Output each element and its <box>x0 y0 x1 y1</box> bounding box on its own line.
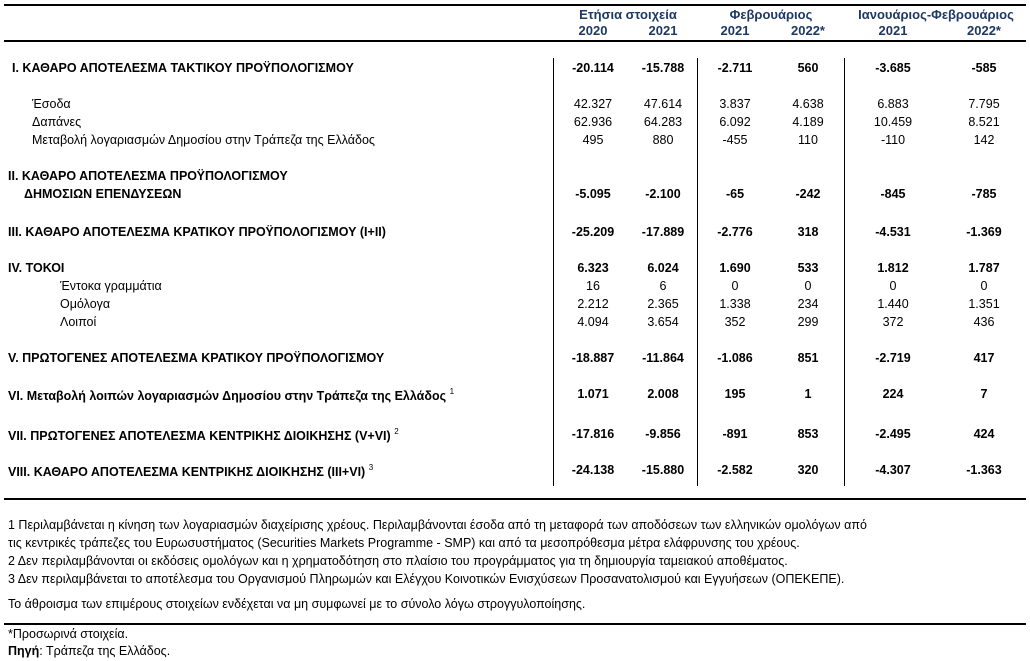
value-cell: -17.816 <box>571 427 615 441</box>
value-cell: 2.008 <box>647 387 679 401</box>
value-cell: -3.685 <box>875 61 911 75</box>
table-row <box>0 427 1030 443</box>
value-cell: 10.459 <box>873 115 913 129</box>
value-cell: 7.795 <box>968 97 1000 111</box>
value-cell: -25.209 <box>571 225 615 239</box>
value-cell: 7 <box>980 387 988 401</box>
header-year: 2021 <box>878 23 908 38</box>
value-cell: 6.883 <box>877 97 909 111</box>
header-group-february: Φεβρουάριος <box>729 7 813 22</box>
header-year: 2020 <box>578 23 608 38</box>
row-label-text: III. ΚΑΘΑΡΟ ΑΠΟΤΕΛΕΣΜΑ ΚΡΑΤΙΚΟΥ ΠΡΟΫΠΟΛΟΓΙΣΜΟΥ (I+II) <box>8 225 386 239</box>
row-label-text: Λοιποί <box>60 315 97 329</box>
value-cell: 1.338 <box>719 297 751 311</box>
table-row <box>0 351 1030 367</box>
table-row <box>0 387 1030 403</box>
row-label <box>8 225 386 239</box>
value-cell: 16 <box>586 279 600 293</box>
value-cell: 436 <box>973 315 995 329</box>
table-row <box>0 261 1030 277</box>
value-cell: -585 <box>971 61 997 75</box>
table-row <box>0 97 1030 113</box>
value-cell: -1.086 <box>717 351 753 365</box>
value-cell: -11.864 <box>642 351 684 365</box>
value-cell: -2.495 <box>875 427 911 441</box>
notes-bottom-rule <box>4 623 1026 625</box>
value-cell: 0 <box>889 279 897 293</box>
table-row <box>0 61 1030 77</box>
value-cell: -785 <box>971 187 997 201</box>
value-cell: 4.189 <box>792 115 824 129</box>
value-cell: -1.369 <box>966 225 1002 239</box>
value-cell: 6.024 <box>647 261 679 275</box>
table-row <box>0 279 1030 295</box>
row-label-text: VII. ΠΡΩΤΟΓΕΝΕΣ ΑΠΟΤΕΛΕΣΜΑ ΚΕΝΤΡΙΚΗΣ ΔΙΟΙΚΗΣΗΣ (V+VI) <box>8 429 391 443</box>
value-cell: -65 <box>725 187 745 201</box>
header-group-jan-feb: Ιανουάριος-Φεβρουάριος <box>858 7 1014 22</box>
value-cell: -2.582 <box>717 463 753 477</box>
value-cell: 1.690 <box>719 261 751 275</box>
value-cell: 6.323 <box>577 261 609 275</box>
row-label-text: Ομόλογα <box>60 297 111 311</box>
row-label-continued: ΔΗΜΟΣΙΩΝ ΕΠΕΝΔΥΣΕΩΝ <box>24 187 182 201</box>
value-cell: 495 <box>582 133 604 147</box>
value-cell: -845 <box>880 187 906 201</box>
rounding-note: Το άθροισμα των επιμέρους στοιχείων ενδέχεται να μη συμφωνεί με το σύνολο λόγω στρογγυλοποίησης. <box>8 597 586 611</box>
value-cell: 6 <box>659 279 667 293</box>
row-label <box>32 97 71 111</box>
value-cell: 0 <box>731 279 739 293</box>
value-cell: -4.531 <box>875 225 911 239</box>
value-cell: 0 <box>804 279 812 293</box>
row-label <box>32 133 375 147</box>
value-cell: 880 <box>652 133 674 147</box>
source-text: : Τράπεζα της Ελλάδος. <box>39 644 171 658</box>
value-cell: 851 <box>797 351 819 365</box>
value-cell: 6.092 <box>719 115 751 129</box>
value-cell: -15.880 <box>641 463 685 477</box>
row-label-text: Έντοκα γραμμάτια <box>60 279 162 293</box>
header-year: 2021 <box>648 23 678 38</box>
footnote: 2 Δεν περιλαμβάνονται οι εκδόσεις ομολόγων και η χρηματοδότηση στο πλαίσιο του προγράμματος για τη δημιουργία ταμειακού αποθέματος. <box>8 554 788 568</box>
value-cell: 0 <box>980 279 988 293</box>
value-cell: 299 <box>797 315 819 329</box>
value-cell: 1.351 <box>968 297 1000 311</box>
table-row <box>0 315 1030 331</box>
row-label <box>12 61 354 75</box>
row-label-text: Μεταβολή λογαριασμών Δημοσίου στην Τράπεζα της Ελλάδος <box>32 133 375 147</box>
value-cell: 560 <box>797 61 819 75</box>
row-label-text: Δαπάνες <box>32 115 82 129</box>
source-label: Πηγή <box>8 644 40 658</box>
value-cell: -242 <box>795 187 821 201</box>
row-label <box>32 115 81 129</box>
value-cell: 1.812 <box>877 261 909 275</box>
value-cell: 853 <box>797 427 819 441</box>
value-cell: 62.936 <box>573 115 613 129</box>
value-cell: -2.776 <box>717 225 753 239</box>
table-row <box>0 133 1030 149</box>
value-cell: 424 <box>973 427 995 441</box>
value-cell: 110 <box>798 133 818 147</box>
row-label <box>8 463 373 479</box>
value-cell: -4.307 <box>875 463 911 477</box>
value-cell: 142 <box>973 133 995 147</box>
row-label-text: V. ΠΡΩΤΟΓΕΝΕΣ ΑΠΟΤΕΛΕΣΜΑ ΚΡΑΤΙΚΟΥ ΠΡΟΫΠΟΛΟΓΙΣΜΟΥ <box>8 351 385 365</box>
footnote-marker: 3 <box>368 463 374 472</box>
table-row <box>0 115 1030 131</box>
row-label-text: VIII. ΚΑΘΑΡΟ ΑΠΟΤΕΛΕΣΜΑ ΚΕΝΤΡΙΚΗΣ ΔΙΟΙΚΗΣΗΣ (III+VI) <box>8 465 366 479</box>
value-cell: 1 <box>804 387 812 401</box>
value-cell: 224 <box>882 387 904 401</box>
value-cell: -17.889 <box>641 225 685 239</box>
row-label <box>60 315 96 329</box>
header-year: 2022* <box>967 23 1001 38</box>
value-cell: -110 <box>880 133 906 147</box>
row-label <box>8 387 454 403</box>
value-cell: -2.100 <box>645 187 681 201</box>
value-cell: 3.654 <box>647 315 679 329</box>
footnote-marker: 1 <box>449 387 455 396</box>
value-cell: 1.440 <box>877 297 909 311</box>
row-label: II. ΚΑΘΑΡΟ ΑΠΟΤΕΛΕΣΜΑ ΠΡΟΫΠΟΛΟΓΙΣΜΟΥ <box>8 169 288 183</box>
value-cell: 1.787 <box>968 261 1000 275</box>
header-year: 2022* <box>791 23 825 38</box>
value-cell: 234 <box>797 297 819 311</box>
value-cell: -15.788 <box>641 61 685 75</box>
source-note <box>8 644 170 658</box>
value-cell: 417 <box>973 351 995 365</box>
row-label <box>8 427 399 443</box>
top-rule <box>4 4 1026 6</box>
provisional-note: *Προσωρινά στοιχεία. <box>8 627 129 641</box>
row-label <box>60 297 110 311</box>
value-cell: -20.114 <box>572 61 614 75</box>
value-cell: -2.711 <box>717 61 753 75</box>
value-cell: 4.094 <box>577 315 609 329</box>
table-row <box>0 225 1030 241</box>
row-label-text: Έσοδα <box>32 97 71 111</box>
value-cell: -5.095 <box>575 187 611 201</box>
value-cell: 8.521 <box>968 115 1000 129</box>
value-cell: -9.856 <box>645 427 681 441</box>
value-cell: 2.365 <box>647 297 679 311</box>
value-cell: 372 <box>882 315 904 329</box>
value-cell: 533 <box>797 261 819 275</box>
value-cell: -2.719 <box>875 351 911 365</box>
row-label-text: IV. ΤΟΚΟΙ <box>8 261 65 275</box>
row-label-text: VI. Μεταβολή λοιπών λογαριασμών Δημοσίου στην Τράπεζα της Ελλάδος <box>8 389 447 403</box>
value-cell: 195 <box>724 387 746 401</box>
value-cell: 1.071 <box>577 387 609 401</box>
value-cell: 4.638 <box>792 97 824 111</box>
table-row <box>0 169 1030 203</box>
value-cell: 47.614 <box>643 97 683 111</box>
value-cell: 2.212 <box>577 297 609 311</box>
table-row <box>0 297 1030 313</box>
header-year: 2021 <box>720 23 750 38</box>
row-label <box>8 261 64 275</box>
header-rule <box>4 40 1026 42</box>
value-cell: 320 <box>797 463 819 477</box>
footnote: τις κεντρικές τράπεζες του Ευρωσυστήματος (Securities Markets Programme - SMP) και από τα μεσοπρόθεσμα μέτρα ελάφρυνσης του χρέους. <box>8 536 800 550</box>
footnote: 3 Δεν περιλαμβάνεται το αποτέλεσμα του Οργανισμού Πληρωμών και Ελέγχου Κοινοτικών Ενισχύσεων Προσανατολισμού και Εγγυήσεων (ΟΠΕΚΕΠΕ). <box>8 572 845 586</box>
value-cell: 64.283 <box>643 115 683 129</box>
header-group-annual: Ετήσια στοιχεία <box>579 7 677 22</box>
row-label <box>60 279 162 293</box>
value-cell: 352 <box>724 315 746 329</box>
table-bottom-rule <box>4 498 1026 500</box>
value-cell: -891 <box>722 427 748 441</box>
value-cell: -18.887 <box>571 351 615 365</box>
value-cell: -455 <box>722 133 748 147</box>
value-cell: -1.363 <box>966 463 1002 477</box>
value-cell: 42.327 <box>573 97 613 111</box>
value-cell: 318 <box>797 225 819 239</box>
table-row <box>0 463 1030 479</box>
value-cell: -24.138 <box>571 463 615 477</box>
row-label-text: I. ΚΑΘΑΡΟ ΑΠΟΤΕΛΕΣΜΑ ΤΑΚΤΙΚΟΥ ΠΡΟΫΠΟΛΟΓΙΣΜΟΥ <box>12 61 354 75</box>
footnote: 1 Περιλαμβάνεται η κίνηση των λογαριασμών διαχείρισης χρέους. Περιλαμβάνονται έσοδα από τη μεταφορά των αποδόσεων των ελληνικών ομολόγων από <box>8 518 867 532</box>
value-cell: 3.837 <box>719 97 751 111</box>
footnote-marker: 2 <box>394 427 399 436</box>
row-label <box>8 351 384 365</box>
